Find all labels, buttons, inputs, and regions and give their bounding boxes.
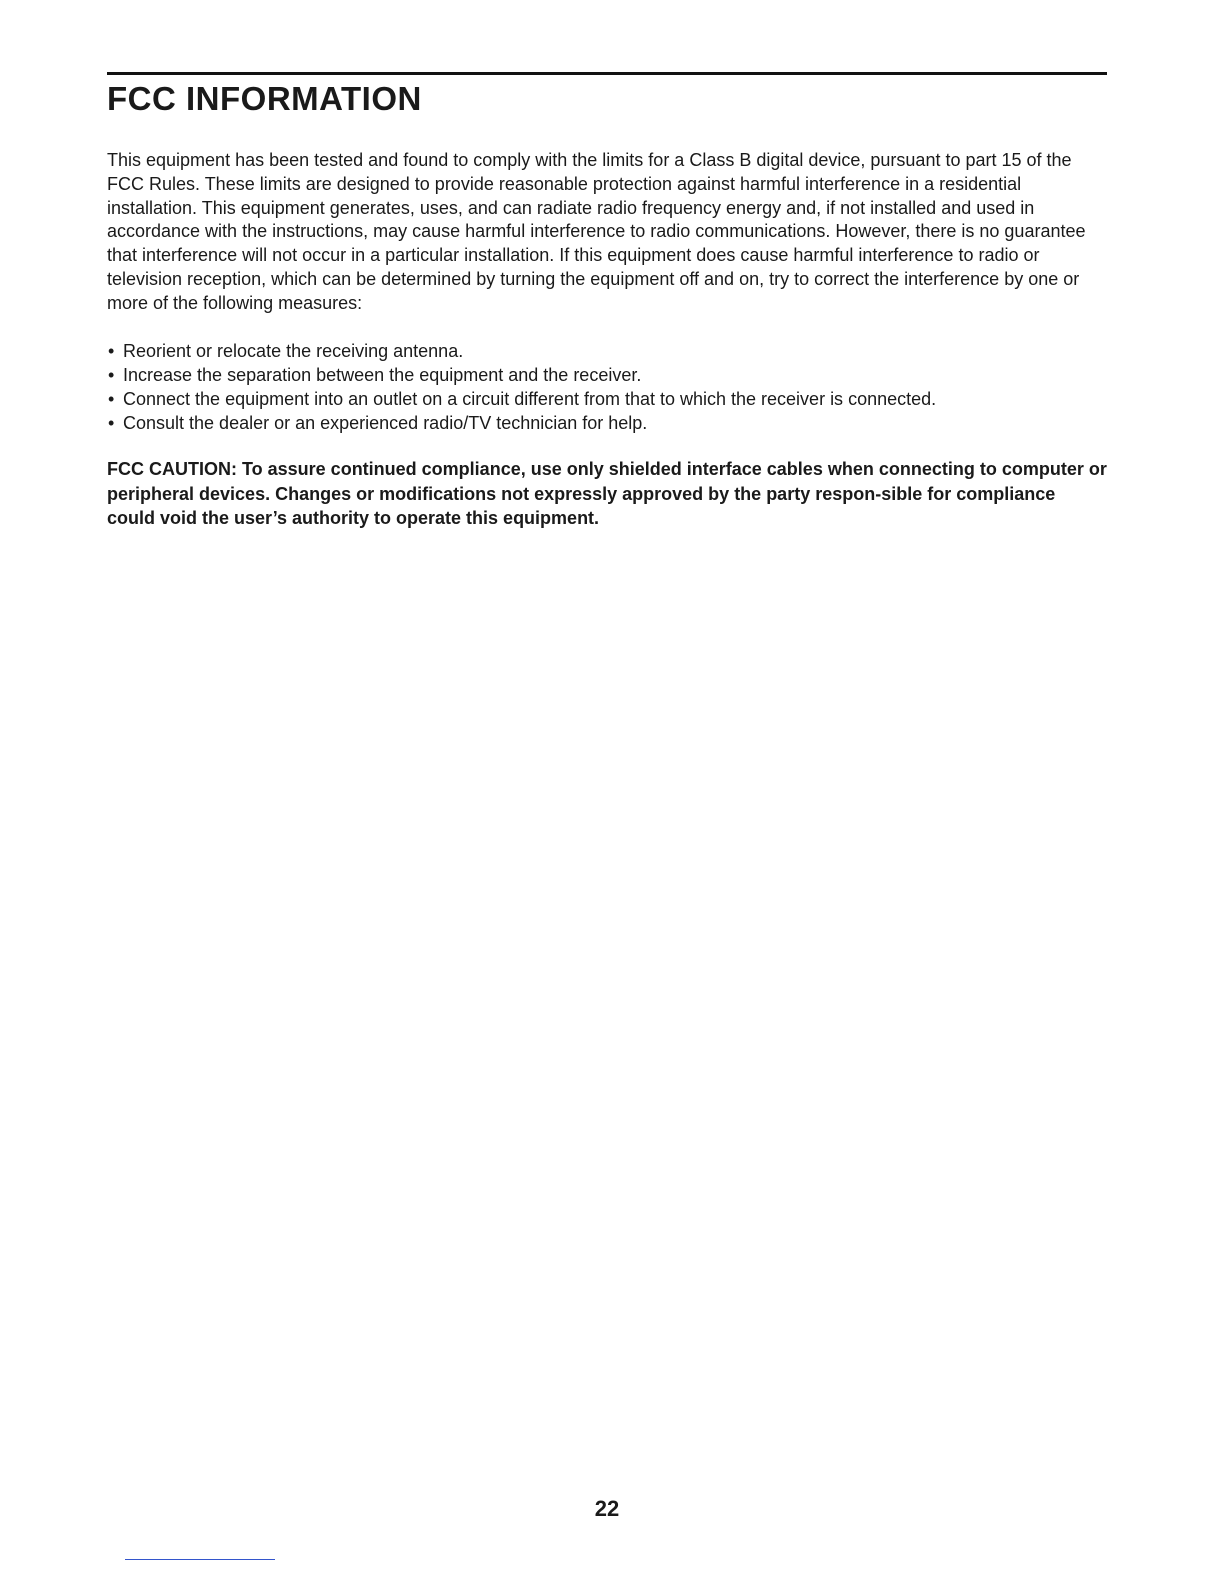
intro-paragraph: This equipment has been tested and found to comply with the limits for a Class B digital device, pursuant to part 15 of the FCC Rules. These limits are designed to provide reasonable protection against harmful interference in a residential installation. This equipment generates, uses, and can radiate radio frequency energy and, if not installed and used in accordance with the instructions, may cause harmful interference to radio communications. However, there is no guarantee that interference will not occur in a particular installation. If this equipment does cause harmful interference to radio or television reception, which can be determined by turning the equipment off and on, try to correct the interference by one or more of the following measures: xyxy=(107,150,1086,313)
page-title: FCC INFORMATION xyxy=(107,80,422,117)
list-item xyxy=(107,339,1107,363)
measure-text: Connect the equipment into an outlet on a circuit different from that to which the receiver is connected. xyxy=(123,389,937,409)
measure-text: Reorient or relocate the receiving antenna. xyxy=(123,341,464,361)
bullet-icon: • xyxy=(108,365,115,385)
bullet-icon: • xyxy=(108,341,115,361)
top-rule xyxy=(107,72,1107,75)
bullet-icon: • xyxy=(108,413,115,433)
fcc-caution: FCC CAUTION: To assure continued compliance, use only shielded interface cables when connecting to computer or peripheral devices. Changes or modifications not expressly approved by the party respon-sible for compliance could void the user’s authority to operate this equipment. xyxy=(107,459,1107,528)
list-item xyxy=(107,411,1107,435)
page-number: 22 xyxy=(594,1496,620,1521)
list-item xyxy=(107,363,1107,387)
measures-list xyxy=(107,339,1107,435)
measure-text: Increase the separation between the equipment and the receiver. xyxy=(123,365,642,385)
list-item xyxy=(107,387,1107,411)
bullet-icon: • xyxy=(108,389,115,409)
footer-rule xyxy=(125,1559,275,1560)
measure-text: Consult the dealer or an experienced radio/TV technician for help. xyxy=(123,413,648,433)
